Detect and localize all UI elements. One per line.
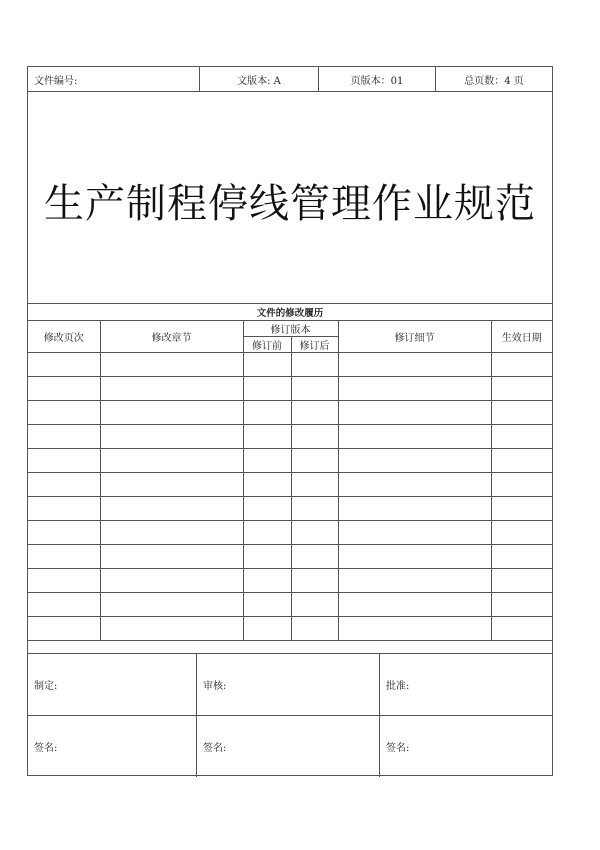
table-cell[interactable]	[243, 425, 291, 449]
table-cell[interactable]	[338, 545, 491, 569]
header-before: 修订前	[243, 337, 291, 353]
table-cell[interactable]	[243, 497, 291, 521]
table-cell[interactable]	[491, 521, 552, 545]
table-cell[interactable]	[28, 617, 100, 641]
header-effective-date: 生效日期	[491, 321, 552, 353]
table-cell[interactable]	[100, 473, 243, 497]
table-row	[28, 497, 552, 521]
document-title: 生产制程停线管理作业规范	[44, 180, 536, 227]
signature-cell-1[interactable]	[28, 716, 197, 777]
table-cell[interactable]	[338, 569, 491, 593]
table-cell[interactable]	[491, 497, 552, 521]
table-cell[interactable]	[28, 425, 100, 449]
table-cell[interactable]	[100, 497, 243, 521]
table-cell[interactable]	[291, 569, 338, 593]
table-cell[interactable]	[491, 593, 552, 617]
total-pages-field: 总页数：4 页	[464, 75, 524, 87]
approval-row	[28, 654, 552, 715]
table-cell[interactable]	[243, 377, 291, 401]
signature-cell-3[interactable]	[380, 716, 552, 777]
table-row	[28, 425, 552, 449]
table-cell[interactable]	[338, 425, 491, 449]
table-cell[interactable]	[28, 545, 100, 569]
doc-number-field: 文件编号:	[28, 67, 200, 91]
table-cell[interactable]	[291, 401, 338, 425]
title-area	[28, 91, 552, 303]
table-cell[interactable]	[491, 377, 552, 401]
table-cell[interactable]	[338, 449, 491, 473]
table-cell[interactable]	[100, 401, 243, 425]
revision-history-table	[28, 303, 552, 641]
table-cell[interactable]	[28, 353, 100, 377]
table-cell[interactable]	[338, 497, 491, 521]
header-page: 修改页次	[28, 321, 100, 353]
table-cell[interactable]	[243, 353, 291, 377]
table-cell[interactable]	[291, 353, 338, 377]
prepared-by-cell[interactable]	[28, 654, 197, 715]
table-cell[interactable]	[338, 521, 491, 545]
table-cell[interactable]	[28, 449, 100, 473]
table-cell[interactable]	[491, 473, 552, 497]
document-frame	[27, 66, 553, 776]
table-cell[interactable]	[291, 497, 338, 521]
table-cell[interactable]	[243, 473, 291, 497]
table-cell[interactable]	[291, 473, 338, 497]
table-row	[28, 353, 552, 377]
revision-rows	[28, 353, 552, 641]
signature-cell-2[interactable]	[197, 716, 380, 777]
table-cell[interactable]	[291, 449, 338, 473]
signature-label-2: 签名:	[203, 743, 227, 754]
table-cell[interactable]	[28, 593, 100, 617]
header-chapter: 修改章节	[100, 321, 243, 353]
table-cell[interactable]	[28, 569, 100, 593]
table-cell[interactable]	[291, 521, 338, 545]
table-cell[interactable]	[100, 425, 243, 449]
table-cell[interactable]	[338, 593, 491, 617]
table-cell[interactable]	[28, 401, 100, 425]
table-cell[interactable]	[100, 377, 243, 401]
table-cell[interactable]	[338, 473, 491, 497]
signature-row	[28, 715, 552, 777]
approved-by-cell[interactable]	[380, 654, 552, 715]
table-row	[28, 449, 552, 473]
table-cell[interactable]	[100, 593, 243, 617]
table-cell[interactable]	[491, 569, 552, 593]
document-header	[28, 67, 552, 92]
table-cell[interactable]	[243, 593, 291, 617]
table-cell[interactable]	[291, 377, 338, 401]
table-cell[interactable]	[28, 473, 100, 497]
table-cell[interactable]	[100, 353, 243, 377]
table-cell[interactable]	[243, 545, 291, 569]
table-cell[interactable]	[291, 425, 338, 449]
prepared-label: 制定:	[34, 681, 58, 692]
table-cell[interactable]	[243, 617, 291, 641]
text-version-field: 文版本: A	[200, 67, 319, 91]
table-cell[interactable]	[338, 401, 491, 425]
table-row	[28, 377, 552, 401]
table-cell[interactable]	[491, 401, 552, 425]
table-row	[28, 473, 552, 497]
table-cell[interactable]	[291, 545, 338, 569]
signature-label-1: 签名:	[34, 743, 58, 754]
table-cell[interactable]	[491, 545, 552, 569]
header-version: 修订版本	[243, 321, 338, 337]
table-cell[interactable]	[243, 521, 291, 545]
revision-header-row	[28, 321, 552, 337]
table-cell[interactable]	[100, 521, 243, 545]
signature-area	[28, 653, 552, 777]
revision-caption: 文件的修改履历	[28, 304, 552, 321]
table-cell[interactable]	[100, 449, 243, 473]
reviewed-label: 审核:	[203, 681, 227, 692]
table-cell[interactable]	[100, 569, 243, 593]
table-row	[28, 569, 552, 593]
table-cell[interactable]	[243, 569, 291, 593]
page-version-field: 页版本：01	[319, 67, 436, 91]
signature-label-3: 签名:	[386, 743, 410, 754]
table-cell[interactable]	[338, 617, 491, 641]
header-after: 修订后	[291, 337, 338, 353]
table-cell[interactable]	[491, 353, 552, 377]
table-row	[28, 521, 552, 545]
table-cell[interactable]	[491, 617, 552, 641]
header-detail: 修订细节	[338, 321, 491, 353]
reviewed-by-cell[interactable]	[197, 654, 380, 715]
table-row	[28, 545, 552, 569]
table-cell[interactable]	[28, 497, 100, 521]
revision-caption-row	[28, 304, 552, 321]
table-cell[interactable]	[28, 377, 100, 401]
table-cell[interactable]	[491, 425, 552, 449]
table-cell[interactable]	[338, 377, 491, 401]
table-cell[interactable]	[291, 593, 338, 617]
table-cell[interactable]	[243, 449, 291, 473]
table-row	[28, 617, 552, 641]
table-row	[28, 593, 552, 617]
table-row	[28, 401, 552, 425]
table-cell[interactable]	[100, 617, 243, 641]
table-cell[interactable]	[491, 449, 552, 473]
table-cell[interactable]	[100, 545, 243, 569]
table-cell[interactable]	[291, 617, 338, 641]
approved-label: 批准:	[386, 681, 410, 692]
table-cell[interactable]	[28, 521, 100, 545]
table-cell[interactable]	[338, 353, 491, 377]
table-cell[interactable]	[243, 401, 291, 425]
